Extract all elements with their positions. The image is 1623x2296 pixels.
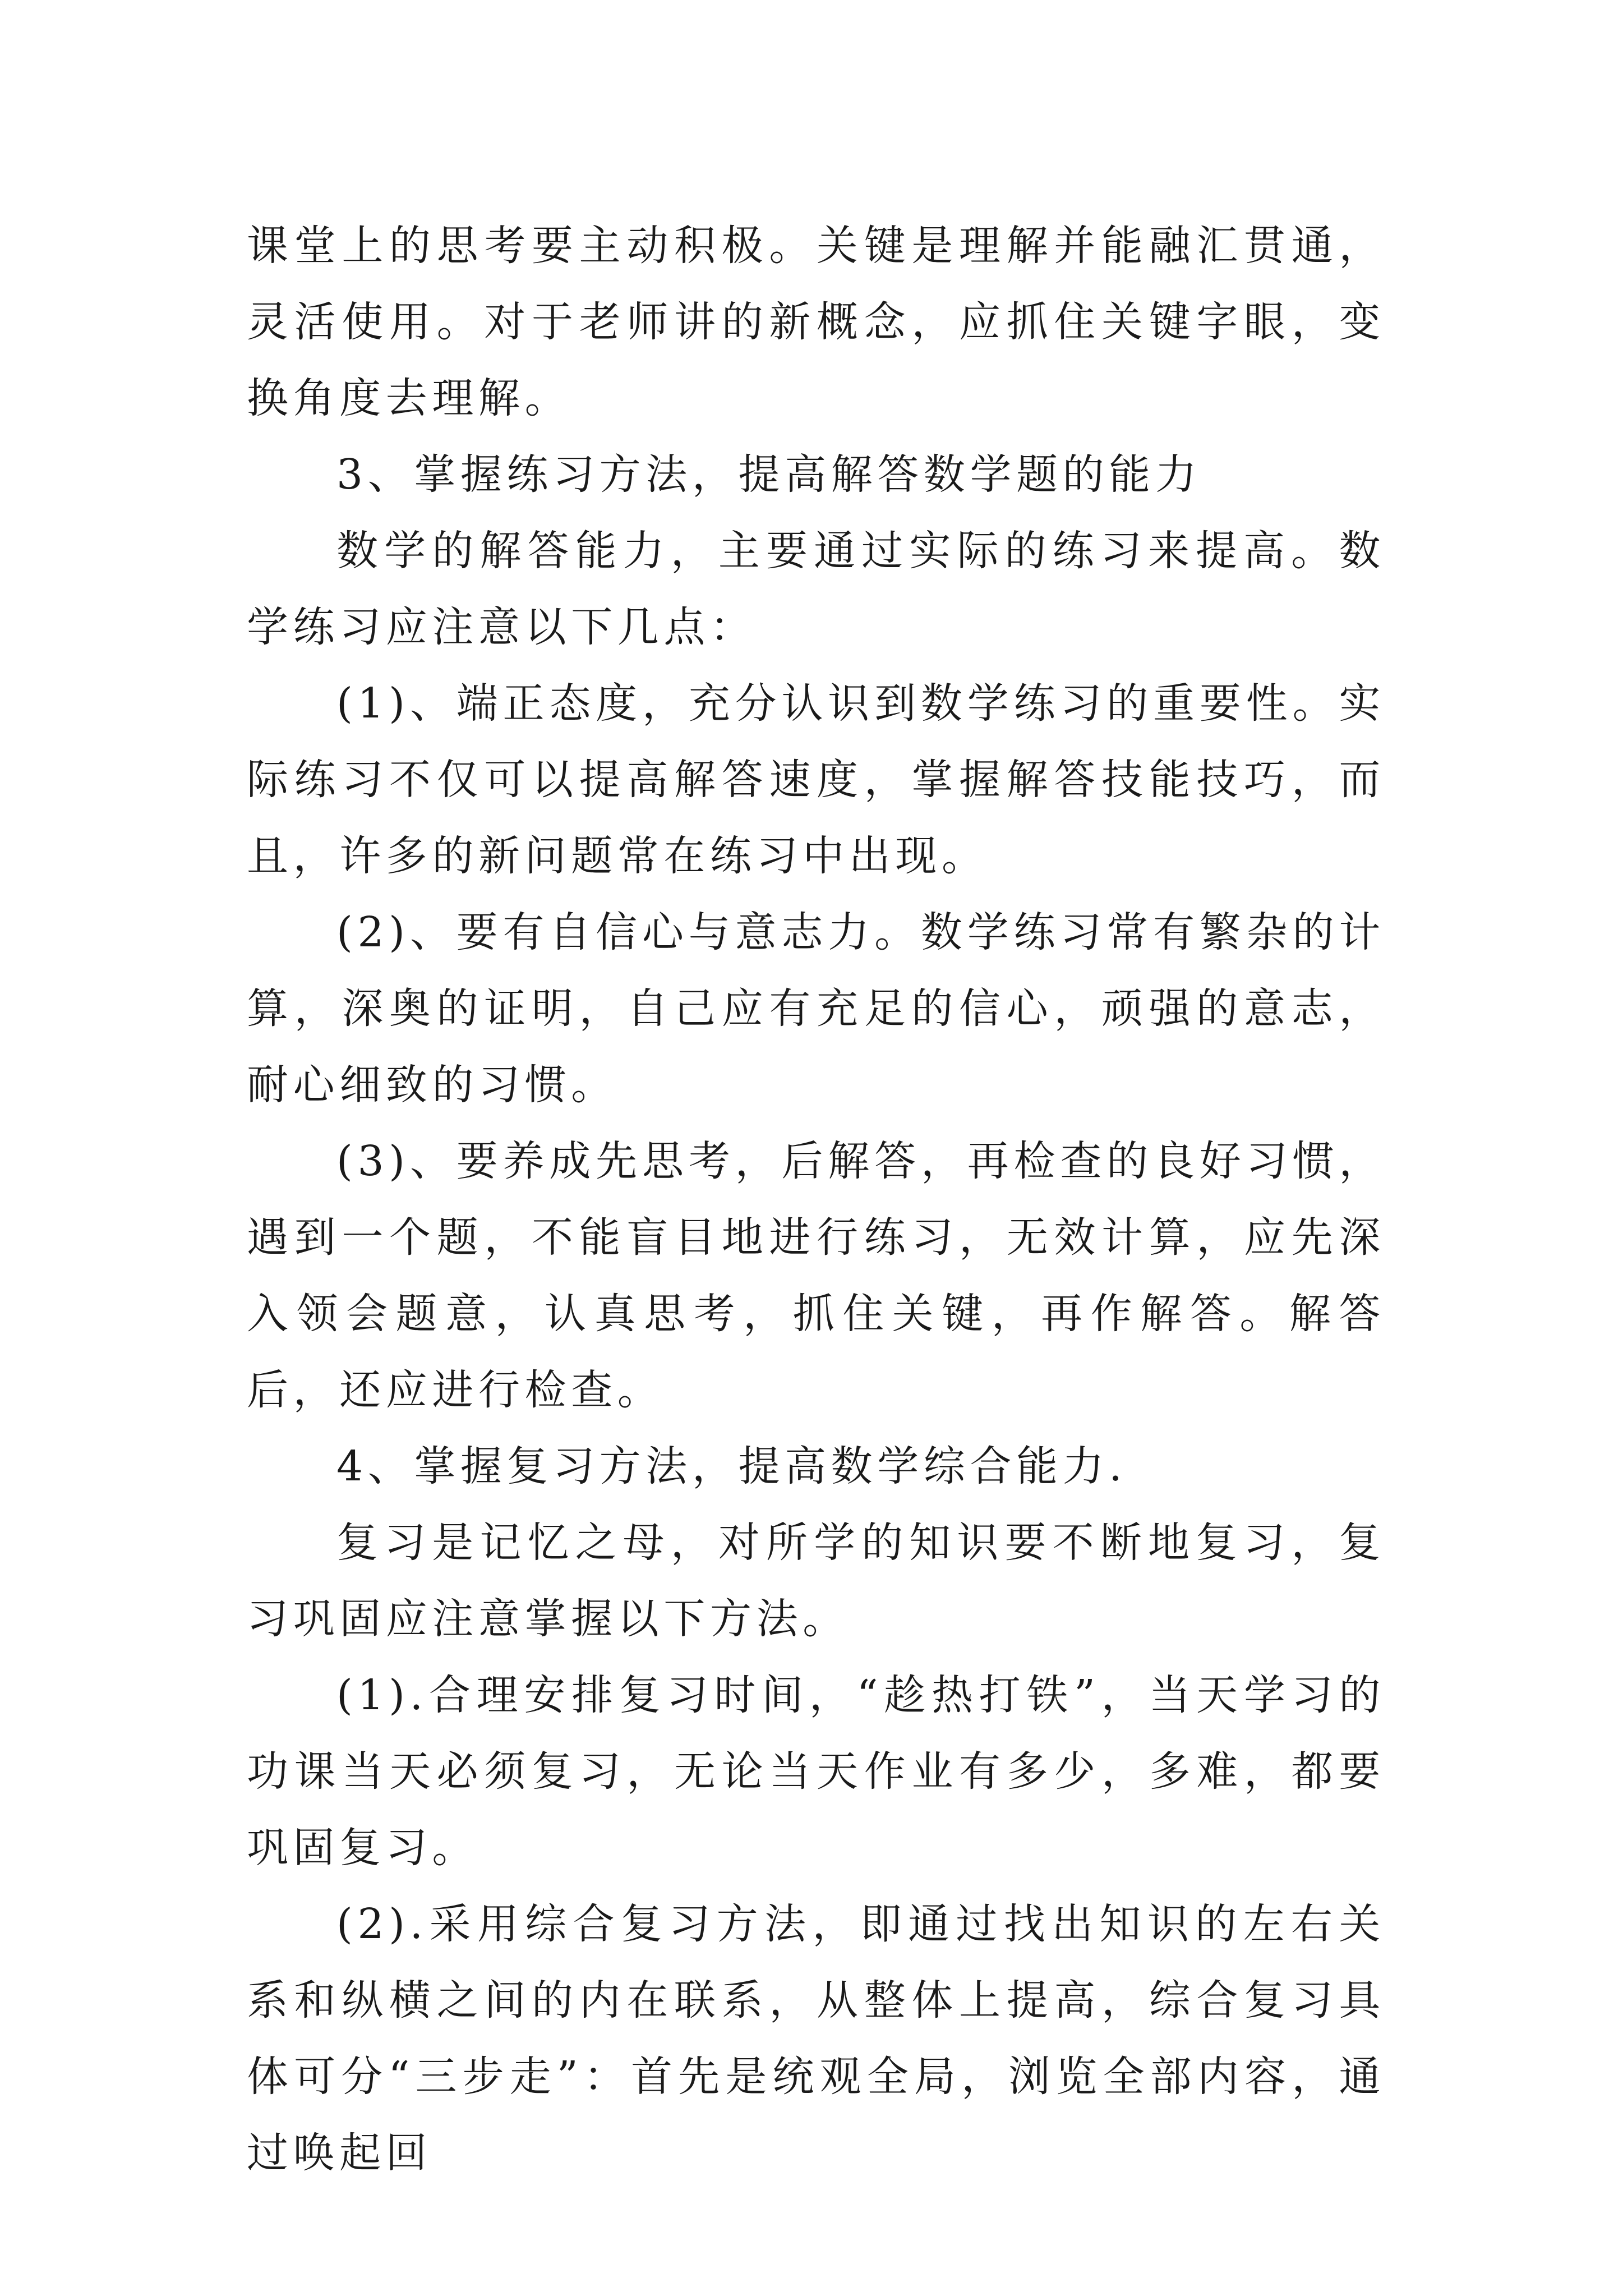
paragraph-practice-point-1: (1)、端正态度，充分认识到数学练习的重要性。实际练习不仅可以提高解答速度，掌握解答技能技巧，而且，许多的新问题常在练习中出现。 [247, 679, 1385, 880]
paragraph-practice-point-2: (2)、要有自信心与意志力。数学练习常有繁杂的计算，深奥的证明，自己应有充足的信心，顽强的意志，耐心细致的习惯。 [247, 908, 1385, 1109]
section-heading-practice-method: 3、掌握练习方法，提高解答数学题的能力 [336, 450, 1202, 499]
paragraph-review-point-2: (2).采用综合复习方法，即通过找出知识的左右关系和纵横之间的内在联系，从整体上提高，综合复习具体可分“三步走”：首先是统观全局，浏览全部内容，通过唤起回 [247, 1900, 1385, 2177]
paragraph-thinking-in-class: 课堂上的思考要主动积极。关键是理解并能融汇贯通，灵活使用。对于老师讲的新概念，应抓住关键字眼，变换角度去理解。 [247, 222, 1385, 422]
document-body [247, 208, 1385, 2191]
paragraph-review-intro: 复习是记忆之母，对所学的知识要不断地复习，复习巩固应注意掌握以下方法。 [247, 1519, 1385, 1643]
section-heading-review-method: 4、掌握复习方法，提高数学综合能力. [336, 1442, 1127, 1490]
paragraph-review-point-1: (1).合理安排复习时间，“趁热打铁”，当天学习的功课当天必须复习，无论当天作业有多少，多难，都要巩固复习。 [247, 1671, 1385, 1872]
paragraph-practice-intro: 数学的解答能力，主要通过实际的练习来提高。数学练习应注意以下几点： [247, 527, 1385, 651]
paragraph-practice-point-3: (3)、要养成先思考，后解答，再检查的良好习惯，遇到一个题，不能盲目地进行练习，无效计算，应先深入领会题意，认真思考，抓住关键，再作解答。解答后，还应进行检查。 [247, 1137, 1385, 1414]
